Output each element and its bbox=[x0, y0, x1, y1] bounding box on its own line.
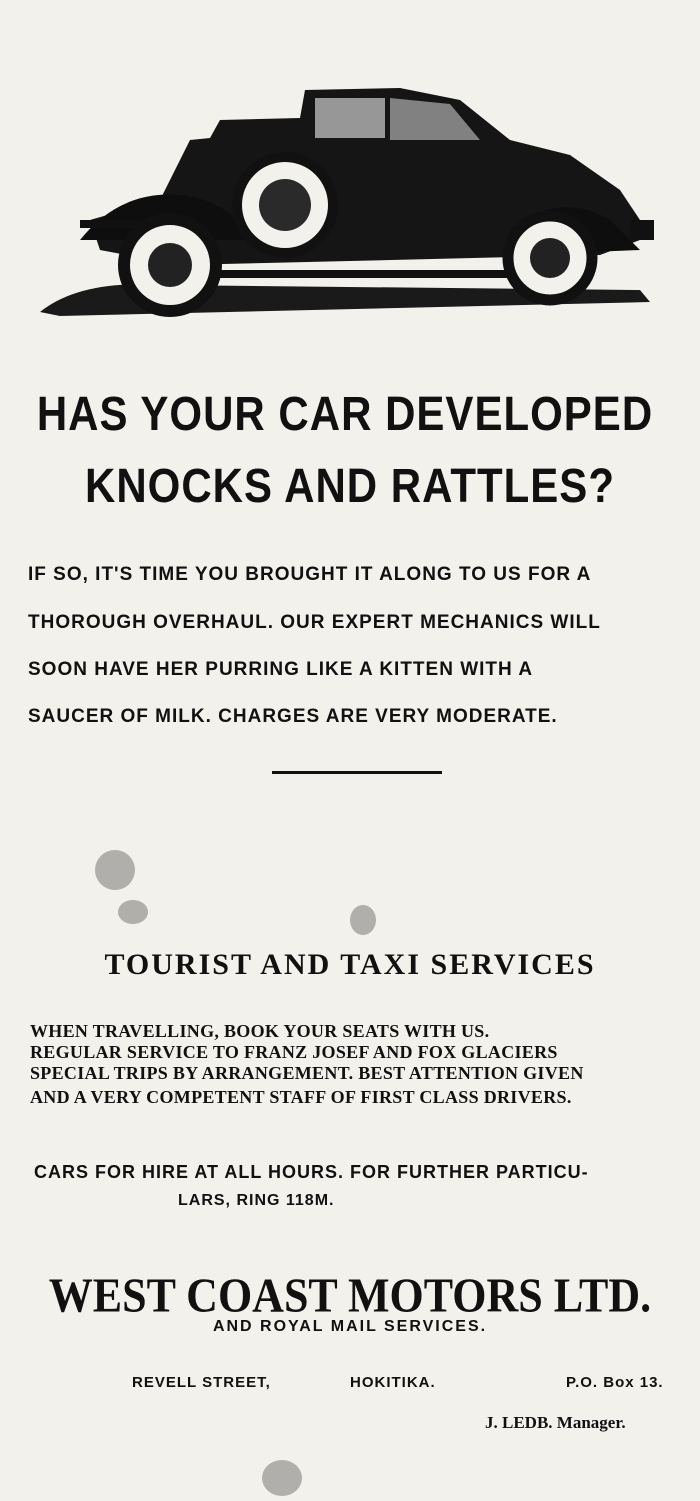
po-box: P.O. Box 13. bbox=[566, 1374, 664, 1391]
address-town: HOKITIKA. bbox=[350, 1374, 436, 1391]
headline-line-1: HAS YOUR CAR DEVELOPED bbox=[36, 386, 654, 441]
services-line-3: SPECIAL TRIPS BY ARRANGEMENT. BEST ATTENTION GIVEN bbox=[30, 1063, 584, 1083]
print-noise bbox=[118, 900, 148, 924]
services-line-1: WHEN TRAVELLING, BOOK YOUR SEATS WITH US. bbox=[30, 1021, 490, 1041]
manager-signature: J. LEDB. Manager. bbox=[485, 1413, 626, 1432]
company-subtitle: AND ROYAL MAIL SERVICES. bbox=[212, 1318, 488, 1335]
vintage-car-illustration bbox=[40, 80, 660, 320]
print-noise bbox=[350, 905, 376, 935]
address-street: REVELL STREET, bbox=[132, 1374, 271, 1391]
services-line-2: REGULAR SERVICE TO FRANZ JOSEF AND FOX GLACIERS bbox=[30, 1042, 558, 1062]
services-line-4: AND A VERY COMPETENT STAFF OF FIRST CLASS DRIVERS. bbox=[30, 1087, 572, 1107]
body-line-1: IF SO, IT'S TIME YOU BROUGHT IT ALONG TO US FOR A bbox=[28, 564, 592, 585]
hire-line-2: LARS, RING 118M. bbox=[178, 1192, 335, 1209]
body-line-4: SAUCER OF MILK. CHARGES ARE VERY MODERATE. bbox=[28, 706, 558, 727]
hire-line-1: CARS FOR HIRE AT ALL HOURS. FOR FURTHER PARTICU- bbox=[34, 1162, 589, 1182]
print-noise bbox=[262, 1460, 302, 1496]
print-noise bbox=[95, 850, 135, 890]
body-line-2: THOROUGH OVERHAUL. OUR EXPERT MECHANICS WILL bbox=[28, 612, 601, 633]
headline-line-2: KNOCKS AND RATTLES? bbox=[85, 458, 615, 513]
section-divider bbox=[272, 771, 442, 774]
services-heading: TOURIST AND TAXI SERVICES bbox=[104, 948, 596, 981]
company-name: WEST COAST MOTORS LTD. bbox=[48, 1268, 652, 1323]
body-line-3: SOON HAVE HER PURRING LIKE A KITTEN WITH A bbox=[28, 659, 534, 680]
